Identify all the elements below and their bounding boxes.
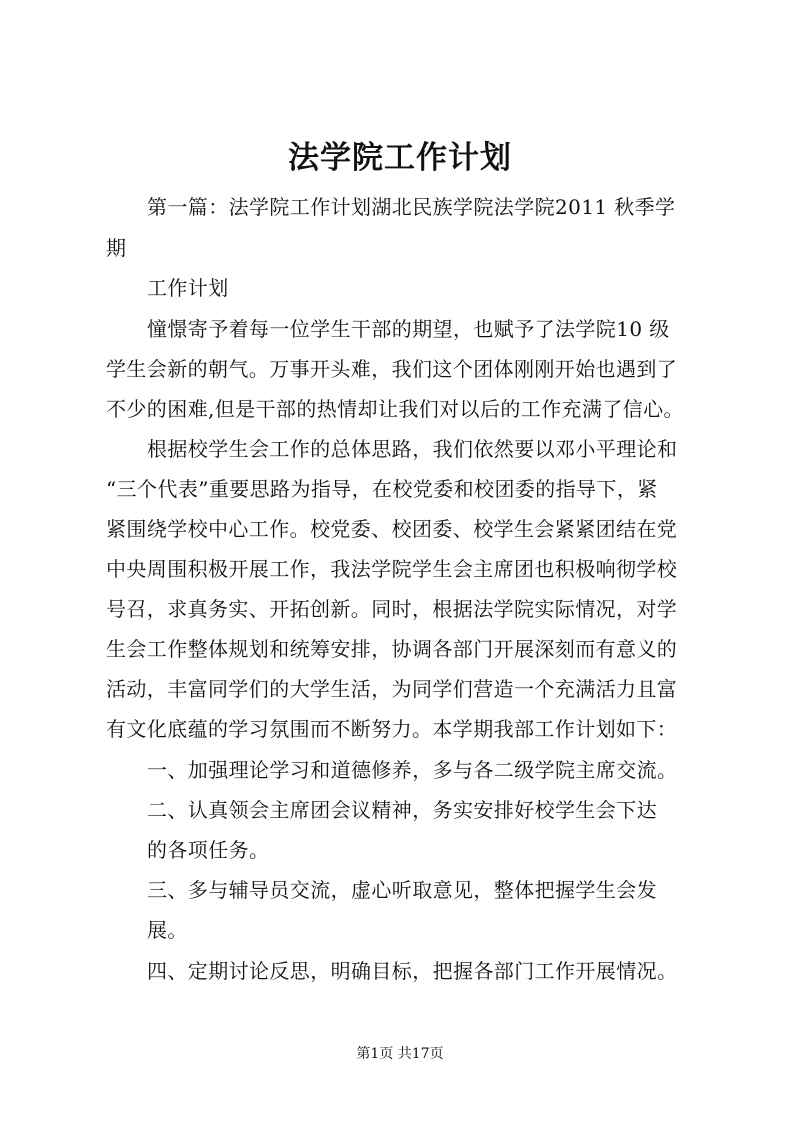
document-title: 法学院工作计划 xyxy=(288,140,512,176)
text-line: 一、加强理论学习和道德修养，多与各二级学院主席交流。 xyxy=(147,758,678,782)
text-line: 学生会新的朝气。万事开头难，我们这个团体刚刚开始也遇到了 xyxy=(106,357,678,381)
text-line: “三个代表”重要思路为指导，在校党委和校团委的指导下，紧 xyxy=(106,477,658,501)
text-line: 根据校学生会工作的总体思路，我们依然要以邓小平理论和 xyxy=(147,437,678,461)
text-line: 憧憬寄予着每一位学生干部的期望，也赋予了法学院10 级 xyxy=(147,317,670,341)
text-line: 中央周围积极开展工作，我法学院学生会主席团也积极响彻学校 xyxy=(106,557,678,581)
text-line: 生会工作整体规划和统筹安排，协调各部门开展深刻而有意义的 xyxy=(106,637,678,661)
text-line: 展。 xyxy=(147,918,188,942)
text-line: 不少的困难,但是干部的热情却让我们对以后的工作充满了信心。 xyxy=(106,397,684,421)
text-line: 工作计划 xyxy=(147,276,229,300)
text-line: 三、多与辅导员交流，虚心听取意见，整体把握学生会发 xyxy=(147,878,657,902)
text-line: 四、定期讨论反思，明确目标，把握各部门工作开展情况。 xyxy=(147,959,678,983)
text-line: 二、认真领会主席团会议精神，务实安排好校学生会下达 xyxy=(147,798,657,822)
text-line: 有文化底蕴的学习氛围而不断努力。本学期我部工作计划如下： xyxy=(106,717,678,741)
text-line: 活动，丰富同学们的大学生活，为同学们营造一个充满活力且富 xyxy=(106,677,678,701)
text-line: 期 xyxy=(106,236,127,260)
text-line: 紧围绕学校中心工作。校党委、校团委、校学生会紧紧团结在党 xyxy=(106,517,678,541)
text-line: 号召，求真务实、开拓创新。同时，根据法学院实际情况，对学 xyxy=(106,597,678,621)
page-number-footer: 第1页 共17页 xyxy=(356,1046,444,1062)
text-line: 的各项任务。 xyxy=(147,838,270,862)
text-line: 第一篇：法学院工作计划湖北民族学院法学院2011 秋季学 xyxy=(147,195,676,219)
